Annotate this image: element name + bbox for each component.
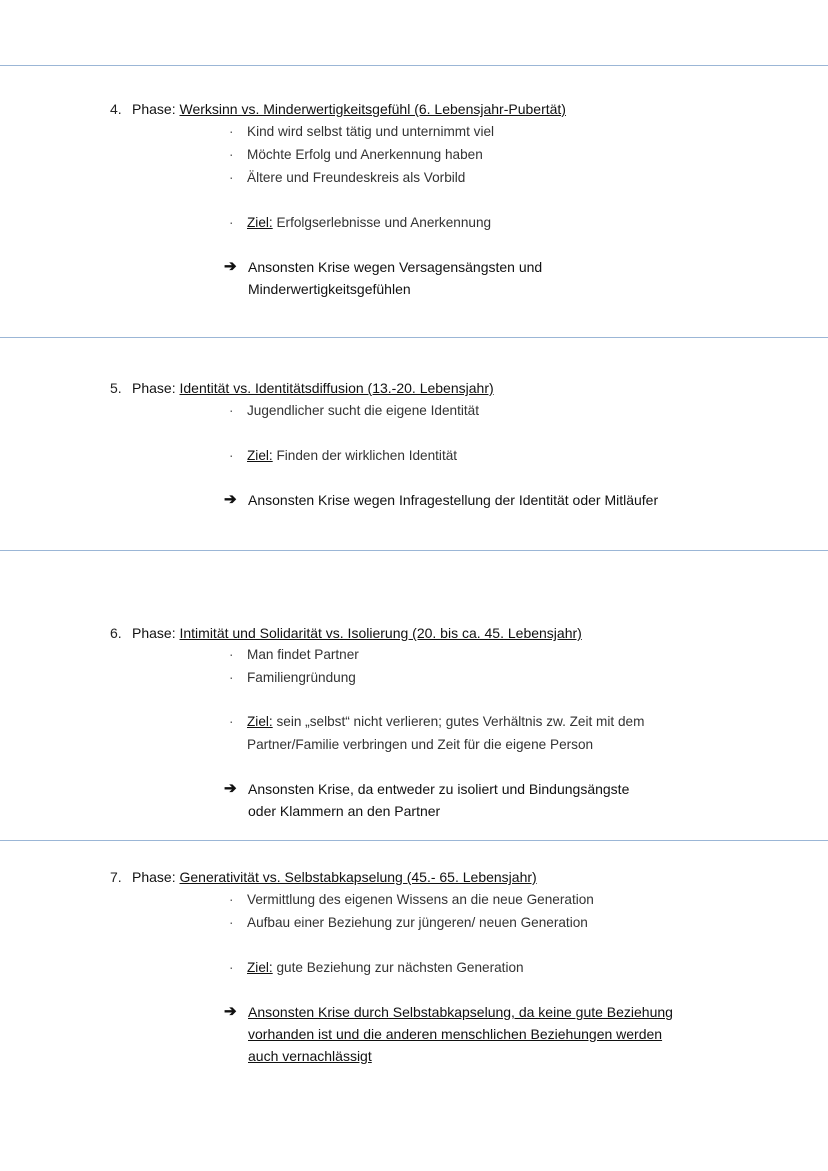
phase-title: Identität vs. Identitätsdiffusion (13.-20. Lebensjahr) [179, 380, 494, 396]
phase-heading [110, 100, 566, 118]
phase-title: Intimität und Solidarität vs. Isolierung (20. bis ca. 45. Lebensjahr) [179, 625, 582, 641]
arrow-right-icon: ➔ [224, 780, 237, 797]
crisis-text: oder Klammern an den Partner [248, 803, 441, 819]
phase-label: Phase: [132, 380, 180, 396]
bullet-icon: · [229, 714, 234, 729]
crisis-text: vorhanden ist und die anderen menschlichen Beziehungen werden [248, 1026, 663, 1042]
bullet-icon: · [229, 170, 234, 185]
ziel-text: Erfolgserlebnisse und Anerkennung [276, 215, 492, 230]
arrow-right-icon: ➔ [224, 1003, 237, 1020]
ziel-label: Ziel: [247, 714, 273, 729]
ziel-text: Finden der wirklichen Identität [276, 448, 458, 463]
separator-line [0, 337, 828, 338]
crisis-text: Ansonsten Krise durch Selbstabkapselung, da keine gute Beziehung [248, 1004, 673, 1020]
phase-number: 7. [110, 869, 122, 885]
bullet-icon: · [229, 670, 234, 685]
phase-heading [110, 624, 582, 642]
bullet-icon: · [229, 647, 234, 662]
phase-label: Phase: [132, 625, 180, 641]
phase-heading [110, 868, 537, 886]
bullet-icon: · [229, 124, 234, 139]
crisis-text: Ansonsten Krise wegen Versagensängsten und [248, 259, 543, 275]
separator-line [0, 550, 828, 551]
crisis-text: Ansonsten Krise, da entweder zu isoliert und Bindungsängste [248, 781, 630, 797]
ziel-text: gute Beziehung zur nächsten Generation [276, 960, 524, 975]
crisis-text: Ansonsten Krise wegen Infragestellung der Identität oder Mitläufer [248, 492, 659, 508]
bullet-icon: · [229, 892, 234, 907]
arrow-right-icon: ➔ [224, 258, 237, 275]
phase-number: 6. [110, 625, 122, 641]
phase-label: Phase: [132, 101, 180, 117]
bullet-icon: · [229, 215, 234, 230]
ziel-text: Partner/Familie verbringen und Zeit für die eigene Person [247, 737, 594, 752]
ziel-label: Ziel: [247, 960, 273, 975]
separator-line [0, 65, 828, 66]
crisis-text: auch vernachlässigt [248, 1048, 372, 1064]
arrow-right-icon: ➔ [224, 491, 237, 508]
phase-title: Werksinn vs. Minderwertigkeitsgefühl (6. Lebensjahr-Pubertät) [179, 101, 566, 117]
separator-line [0, 840, 828, 841]
bullet-icon: · [229, 448, 234, 463]
phase-title: Generativität vs. Selbstabkapselung (45.- 65. Lebensjahr) [179, 869, 537, 885]
bullet-icon: · [229, 147, 234, 162]
ziel-text: sein „selbst“ nicht verlieren; gutes Verhältnis zw. Zeit mit dem [276, 714, 645, 729]
phase-label: Phase: [132, 869, 180, 885]
crisis-text: Minderwertigkeitsgefühlen [248, 281, 411, 297]
phase-number: 5. [110, 380, 122, 396]
phase-number: 4. [110, 101, 122, 117]
ziel-label: Ziel: [247, 215, 273, 230]
bullet-icon: · [229, 915, 234, 930]
phase-heading [110, 379, 494, 397]
bullet-icon: · [229, 403, 234, 418]
bullet-icon: · [229, 960, 234, 975]
ziel-label: Ziel: [247, 448, 273, 463]
